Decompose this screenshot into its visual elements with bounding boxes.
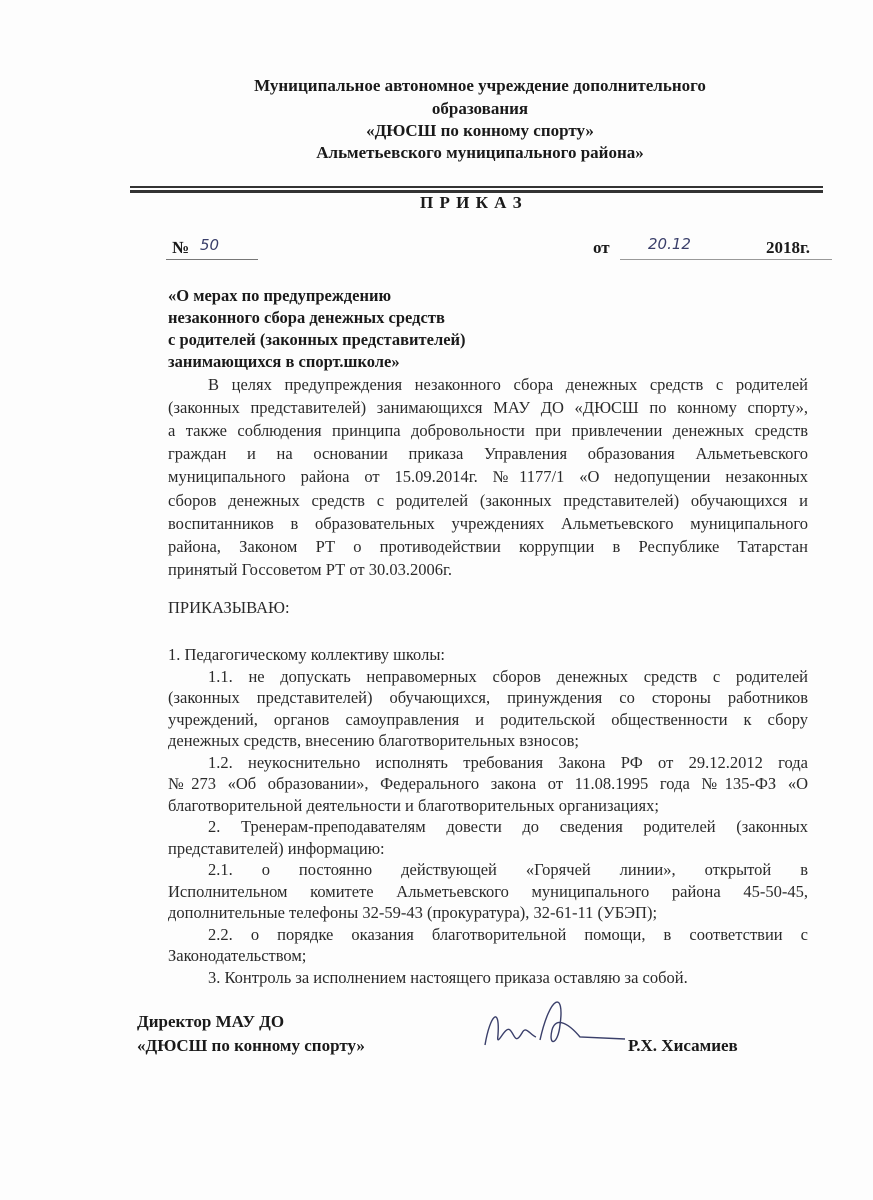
order-item-line: дополнительные телефоны 32-59-43 (прокуратура), 32-61-11 (УБЭП); <box>168 903 658 922</box>
header-rule-top <box>130 186 823 188</box>
title-line: с родителей (законных представителей) <box>168 330 466 349</box>
order-year: 2018г. <box>766 238 811 257</box>
order-item-line: 2. Тренерам-преподавателям довести до сведения родителей (законных <box>208 817 808 836</box>
order-item-line: 2.2. о порядке оказания благотворительной помощи, в соответствии с <box>208 924 808 944</box>
title-line: «О мерах по предупреждению <box>168 286 392 305</box>
order-item-line: (законных представителей) обучающихся, принуждения со стороны работников <box>168 688 808 707</box>
signatory-name: Р.Х. Хисамиев <box>628 1036 738 1055</box>
order-item-line: 1.2. неукоснительно исполнять требования Закона РФ от 29.12.2012 года <box>208 752 808 772</box>
order-item-line: представителей) информацию: <box>168 838 385 858</box>
preamble-line: граждан и на основании приказа Управления образования Альметьевского <box>168 444 808 464</box>
institution-name-line-2: образования <box>431 99 529 118</box>
date-underline <box>620 259 832 260</box>
order-item-line: благотворительной деятельности и благотворительных организациях; <box>168 795 659 815</box>
date-label: от <box>593 238 610 257</box>
order-item-line: 2.1. о постоянно действующей «Горячей линии», открытой в <box>208 860 808 879</box>
order-item-line: №273 «Об образовании», Федерального закона от 11.08.1995 года №135-ФЗ «О <box>168 774 808 793</box>
order-item-line: учреждений, органов самоуправления и родительской общественности к сбору <box>168 709 808 729</box>
signatory-position-2: «ДЮСШ по конному спорту» <box>137 1036 365 1055</box>
order-date: 20.12 <box>648 235 691 253</box>
handwritten-signature <box>470 985 630 1060</box>
preamble-line: В целях предупреждения незаконного сбора денежных средств с родителей <box>208 375 808 394</box>
order-number-label: № <box>172 238 190 257</box>
order-item-line: Законодательством; <box>168 946 307 965</box>
order-number: 50 <box>200 236 220 254</box>
preamble-line: муниципального района от 15.09.2014г. №1177/1 «О недопущении незаконных <box>168 467 808 487</box>
order-item-line: 1. Педагогическому коллективу школы: <box>168 645 445 664</box>
preamble-line: сборов денежных средств с родителей (законных представителей) обучающихся и <box>168 490 808 510</box>
order-item-line: денежных средств, внесению благотворительных взносов; <box>168 731 580 750</box>
order-item-line: Исполнительном комитете Альметьевского муниципального района 45-50-45, <box>168 881 808 901</box>
title-line: незаконного сбора денежных средств <box>168 308 445 327</box>
institution-name-line-4: Альметьевского муниципального района» <box>316 143 644 162</box>
preamble-line: района, Законом РТ о противодействии коррупции в Республике Татарстан <box>168 536 808 556</box>
preamble-line: а также соблюдения принципа добровольности при привлечении денежных средств <box>168 421 808 441</box>
signatory-position-1: Директор МАУ ДО <box>137 1012 285 1031</box>
preamble-line: (законных представителей) занимающихся МАУ ДО «ДЮСШ по конному спорту», <box>168 398 808 418</box>
preamble-line: принятый Госсоветом РТ от 30.03.2006г. <box>168 559 452 579</box>
order-item-line: 3. Контроль за исполнением настоящего приказа оставляю за собой. <box>208 967 688 987</box>
doc-type: П Р И К А З <box>420 193 523 212</box>
order-item-line: 1.1. не допускать неправомерных сборов денежных средств с родителей <box>208 666 808 686</box>
institution-name-line-3: «ДЮСШ по конному спорту» <box>366 121 594 140</box>
title-line: занимающихся в спорт.школе» <box>168 352 400 371</box>
institution-name-line-1: Муниципальное автономное учреждение дополнительного <box>254 76 706 95</box>
preamble-line: воспитанников в образовательных учреждениях Альметьевского муниципального <box>168 513 808 533</box>
number-underline <box>166 259 258 260</box>
order-word: ПРИКАЗЫВАЮ: <box>168 598 290 617</box>
